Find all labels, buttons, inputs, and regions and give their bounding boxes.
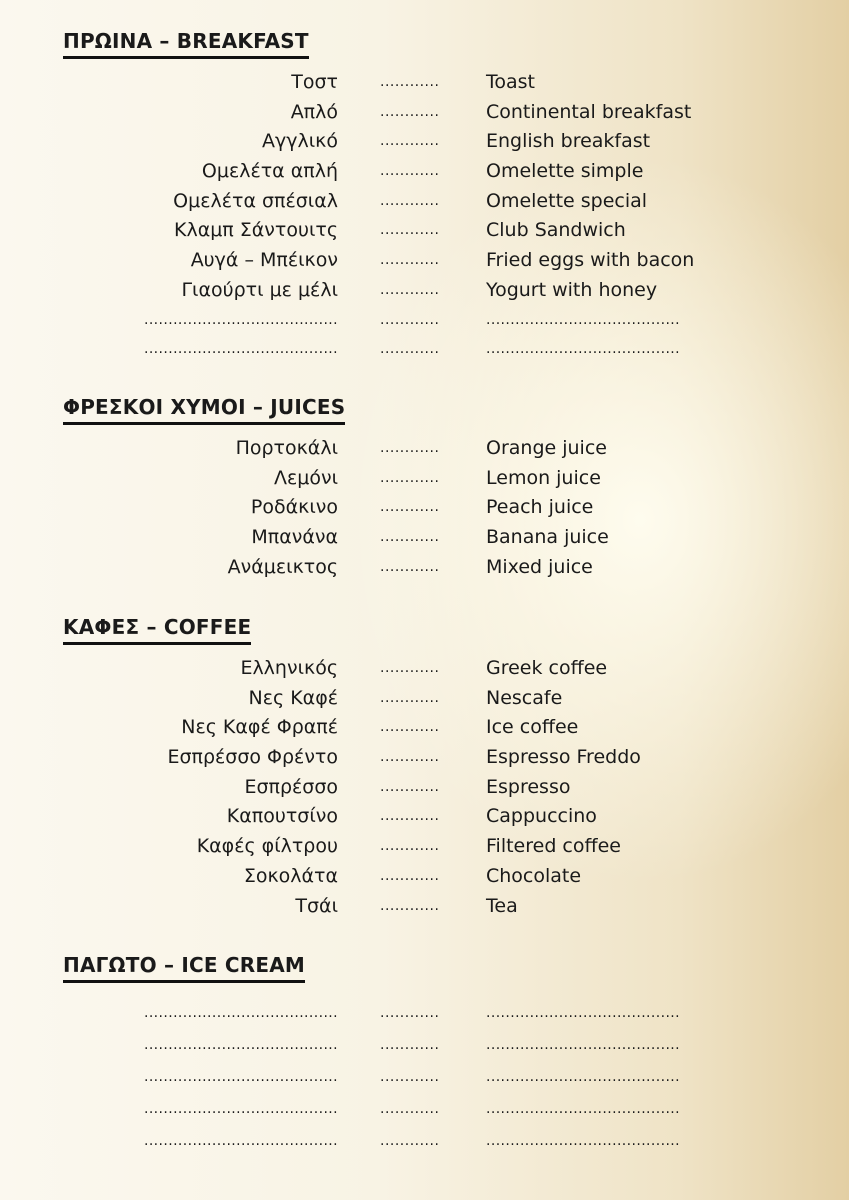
english-name: Mixed juice xyxy=(486,555,593,578)
blank-menu-row xyxy=(0,997,849,1029)
leader-dots: ............ xyxy=(380,689,440,706)
menu-item-row xyxy=(0,434,849,464)
english-name: ........................................ xyxy=(486,1133,681,1149)
english-name: Ice coffee xyxy=(486,716,579,739)
menu-item-row xyxy=(0,523,849,553)
english-name: Chocolate xyxy=(486,864,582,887)
english-name: Continental breakfast xyxy=(486,100,692,123)
greek-name: Ομελέτα απλή xyxy=(201,160,338,183)
menu-item-row xyxy=(0,464,849,494)
menu-item-row xyxy=(0,127,849,157)
english-name: Peach juice xyxy=(486,496,594,519)
menu-item-row xyxy=(0,98,849,128)
blank-menu-row xyxy=(0,335,849,365)
greek-name: Καπουτσίνο xyxy=(226,805,338,828)
section-heading: ΚΑΦΕΣ – COFFEE xyxy=(63,614,251,645)
greek-name: Ελληνικός xyxy=(240,657,338,679)
greek-name: ........................................ xyxy=(143,1101,338,1117)
greek-name: Νες Καφέ Φραπέ xyxy=(181,716,338,739)
english-name: Espresso xyxy=(486,775,571,798)
menu-item-row xyxy=(0,493,849,523)
leader-dots: ............ xyxy=(380,838,440,855)
greek-name: Νες Καφέ xyxy=(248,686,338,709)
greek-name: Αγγλικό xyxy=(262,130,338,153)
greek-name: Τοστ xyxy=(291,71,338,93)
greek-name: Ροδάκινο xyxy=(250,496,338,519)
english-name: ........................................ xyxy=(486,311,681,328)
greek-name: ........................................ xyxy=(143,311,338,328)
menu-item-row xyxy=(0,892,849,922)
english-name: English breakfast xyxy=(486,130,651,153)
section-heading: ΠΑΓΩΤΟ – ICE CREAM xyxy=(63,952,305,983)
greek-name: Ανάμεικτος xyxy=(227,555,338,578)
greek-name: Γιαούρτι με μέλι xyxy=(181,278,338,301)
menu-item-row xyxy=(0,773,849,803)
leader-dots: ............ xyxy=(380,163,440,180)
leader-dots: ............ xyxy=(380,252,440,269)
greek-name: Καφές φίλτρου xyxy=(196,835,338,858)
english-name: Orange juice xyxy=(486,437,607,459)
leader-dots: ............ xyxy=(380,749,440,766)
english-name: Omelette simple xyxy=(486,160,644,183)
leader-dots: ............ xyxy=(380,1005,440,1021)
greek-name: ........................................ xyxy=(143,1133,338,1149)
leader-dots: ............ xyxy=(380,440,440,456)
menu-item-row xyxy=(0,684,849,714)
menu-item-row xyxy=(0,246,849,276)
menu-item-row xyxy=(0,654,849,684)
leader-dots: ............ xyxy=(380,660,440,676)
leader-dots: ............ xyxy=(380,103,440,120)
menu-item-row xyxy=(0,862,849,892)
greek-name: ........................................ xyxy=(143,1037,338,1053)
blank-menu-row xyxy=(0,1061,849,1093)
leader-dots: ............ xyxy=(380,867,440,884)
english-name: Lemon juice xyxy=(486,466,601,489)
english-name: ........................................ xyxy=(486,1101,681,1117)
greek-name: Σοκολάτα xyxy=(243,864,338,887)
english-name: Omelette special xyxy=(486,189,648,212)
menu-item-row xyxy=(0,187,849,217)
leader-dots: ............ xyxy=(380,1037,440,1053)
leader-dots: ............ xyxy=(380,311,440,328)
greek-name: Μπανάνα xyxy=(251,526,338,549)
blank-menu-row xyxy=(0,1093,849,1125)
greek-name: Ομελέτα σπέσιαλ xyxy=(173,189,338,212)
blank-menu-row xyxy=(0,1125,849,1157)
menu-item-row xyxy=(0,802,849,832)
greek-name: Εσπρέσσο xyxy=(244,775,338,798)
english-name: ........................................ xyxy=(486,1069,681,1085)
leader-dots: ............ xyxy=(380,808,440,825)
greek-name: Απλό xyxy=(290,100,338,123)
english-name: ........................................ xyxy=(486,341,681,358)
english-name: Toast xyxy=(486,71,535,93)
greek-name: ........................................ xyxy=(143,341,338,358)
section-heading: ΠΡΩΙΝΑ – BREAKFAST xyxy=(63,28,309,59)
section-heading: ΦΡΕΣΚΟΙ ΧΥΜΟΙ – JUICES xyxy=(63,394,345,425)
menu-item-row xyxy=(0,743,849,773)
leader-dots: ............ xyxy=(380,1101,440,1117)
menu-item-row xyxy=(0,832,849,862)
menu-item-row xyxy=(0,157,849,187)
leader-dots: ............ xyxy=(380,499,440,516)
greek-name: Αυγά – Μπέικον xyxy=(190,249,338,272)
greek-name: Τσάι xyxy=(295,894,338,917)
english-name: Greek coffee xyxy=(486,657,608,679)
leader-dots: ............ xyxy=(380,558,440,575)
blank-menu-row xyxy=(0,1029,849,1061)
menu-item-row xyxy=(0,713,849,743)
leader-dots: ............ xyxy=(380,222,440,239)
english-name: Espresso Freddo xyxy=(486,746,641,769)
leader-dots: ............ xyxy=(380,1133,440,1149)
leader-dots: ............ xyxy=(380,529,440,546)
greek-name: ........................................ xyxy=(143,1005,338,1021)
leader-dots: ............ xyxy=(380,281,440,298)
leader-dots: ............ xyxy=(380,74,440,90)
english-name: Filtered coffee xyxy=(486,835,621,858)
leader-dots: ............ xyxy=(380,1069,440,1085)
menu-item-row xyxy=(0,553,849,583)
greek-name: ........................................ xyxy=(143,1069,338,1085)
leader-dots: ............ xyxy=(380,192,440,209)
menu-item-row xyxy=(0,216,849,246)
english-name: Yogurt with honey xyxy=(486,278,658,301)
leader-dots: ............ xyxy=(380,778,440,795)
leader-dots: ............ xyxy=(380,469,440,486)
english-name: ........................................ xyxy=(486,1037,681,1053)
menu-item-row xyxy=(0,68,849,98)
greek-name: Λεμόνι xyxy=(273,466,338,489)
leader-dots: ............ xyxy=(380,341,440,358)
english-name: ........................................ xyxy=(486,1005,681,1021)
greek-name: Κλαμπ Σάντουιτς xyxy=(173,219,338,242)
english-name: Tea xyxy=(486,894,518,917)
english-name: Nescafe xyxy=(486,686,563,709)
english-name: Cappuccino xyxy=(486,805,597,828)
leader-dots: ............ xyxy=(380,719,440,736)
english-name: Club Sandwich xyxy=(486,219,626,242)
english-name: Banana juice xyxy=(486,526,609,549)
leader-dots: ............ xyxy=(380,897,440,914)
english-name: Fried eggs with bacon xyxy=(486,249,695,272)
menu-item-row xyxy=(0,276,849,306)
greek-name: Εσπρέσσο Φρέντο xyxy=(167,746,338,769)
blank-menu-row xyxy=(0,306,849,336)
greek-name: Πορτοκάλι xyxy=(235,437,338,459)
leader-dots: ............ xyxy=(380,133,440,150)
